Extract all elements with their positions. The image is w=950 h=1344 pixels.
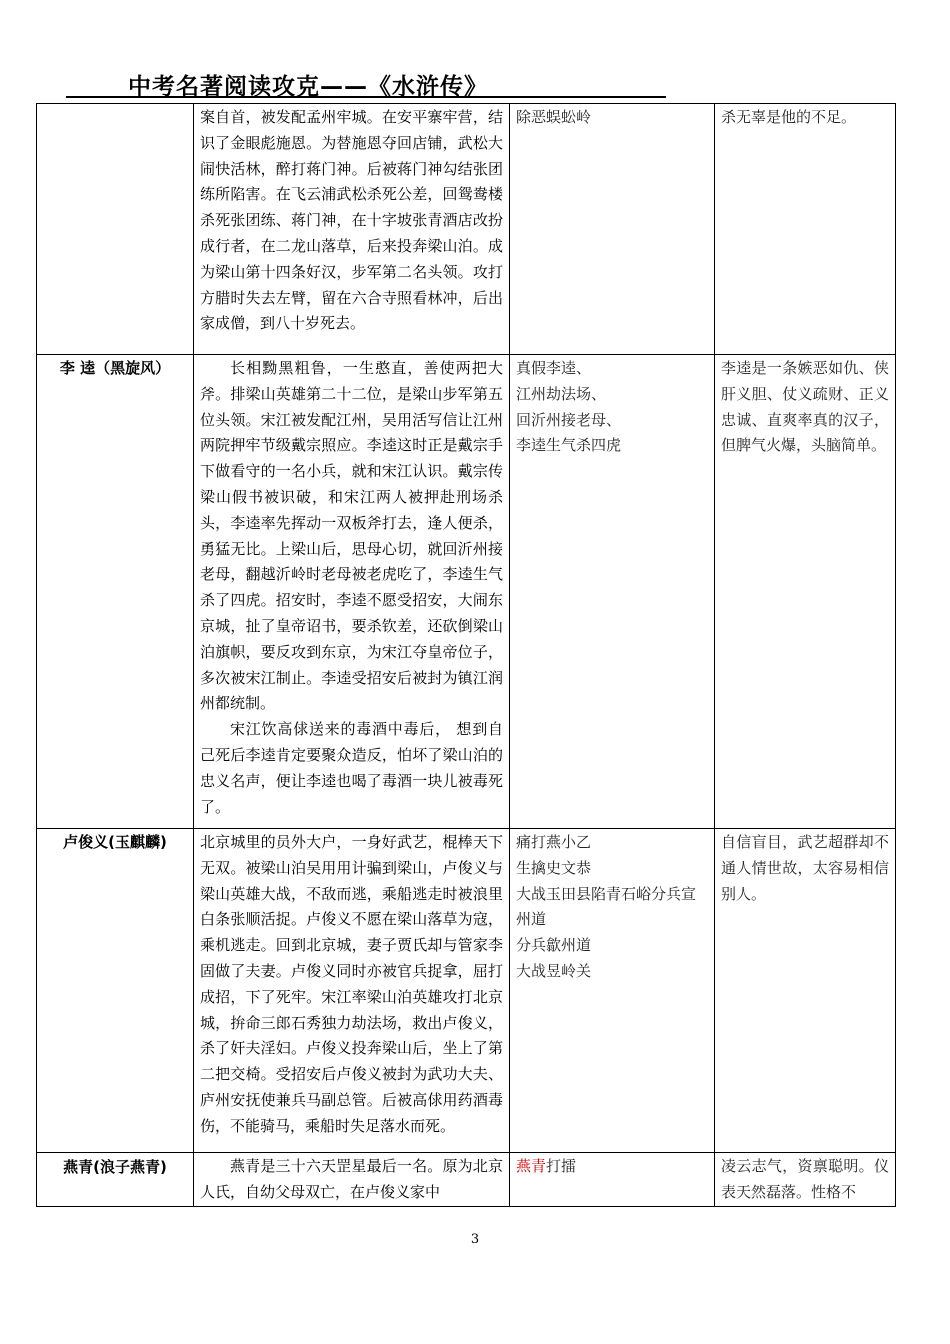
event-item: 李逵生气杀四虎 [516,436,622,455]
evaluation-cell [715,355,896,829]
story-paragraph: 长相黝黑粗鲁，一生憨直，善使两把大斧。排梁山英雄第二十二位，是梁山步军第五位头领。宋江被发配江州，吴用活写信让江州两院押牢节级戴宗照应。李逵这时正是戴宗手下做看守的一名小兵，就和宋江认识。戴宗传梁山假书被识破，和宋江两人被押赴刑场杀头，李逵率先挥动一双板斧打去，逢人便杀，勇猛无比。上梁山后，思母心切，就回沂州接老母，翻越沂岭时老母被老虎吃了，李逵生气杀了四虎。招安时，李逵不愿受招安，大闹东京城，扯了皇帝诏书，要杀钦差，还砍倒梁山泊旗帜，要反攻到东京，为宋江夺皇帝位子，多次被宋江制止。李逵受招安后被封为镇江润州都统制。 [200,359,503,713]
table-row [37,104,896,355]
event-item: 打擂 [546,1157,577,1175]
event-item: 真假李逵、 [516,359,592,377]
event-item: 痛打燕小乙 [516,833,592,851]
evaluation-cell [715,829,896,1153]
event-item: 除恶蜈蚣岭 [516,108,592,126]
event-highlight: 燕青 [516,1157,547,1175]
character-name-cell: 燕青(浪子燕青) [37,1153,194,1207]
story-paragraph: 宋江饮高俅送来的毒酒中毒后， 想到自己死后李逵肯定要聚众造反，怕坏了梁山泊的忠义名声，便让李逵也喝了毒酒一块儿被毒死了。 [200,720,503,816]
evaluation-cell [715,1153,896,1207]
evaluation-text: 杀无辜是他的不足。 [721,108,857,126]
table-row [37,1153,896,1207]
page-header [66,66,666,98]
page-title: 中考名著阅读攻克——《水浒传》 [128,74,488,100]
character-name-cell [37,104,194,355]
page-number: 3 [470,1232,480,1247]
story-cell [194,355,510,829]
events-cell [510,1153,715,1207]
story-paragraph: 北京城里的员外大户，一身好武艺，棍棒天下无双。被梁山泊吴用用计骗到梁山，卢俊义与梁山英雄大战，不敌而逃，乘船逃走时被浪里白条张顺活捉。卢俊义不愿在梁山落草为寇，乘机逃走。回到北京城，妻子贾氏却与管家李固做了夫妻。卢俊义同时亦被官兵捉拿，屈打成招，下了死牢。宋江率梁山泊英雄攻打北京城，拚命三郎石秀独力劫法场，救出卢俊义，杀了奸夫淫妇。卢俊义投奔梁山后，坐上了第二把交椅。受招安后卢俊义被封为武功大夫、庐州安抚使兼兵马副总管。后被高俅用药酒毒伤，不能骑马，乘船时失足落水而死。 [200,833,503,1135]
character-name-cell: 卢俊义(玉麒麟) [37,829,194,1153]
event-item: 江州劫法场、 [516,384,607,403]
events-cell [510,355,715,829]
story-cell [194,829,510,1153]
table-row [37,829,896,1153]
story-cell [194,104,510,355]
character-table [36,103,896,1207]
event-item: 生擒史文恭 [516,858,592,877]
evaluation-text: 凌云志气，资禀聪明。仪表天然磊落。性格不 [721,1157,889,1201]
events-cell [510,829,715,1153]
evaluation-cell [715,104,896,355]
event-item: 回沂州接老母、 [516,410,622,429]
evaluation-text: 李逵是一条嫉恶如仇、侠肝义胆、仗义疏财、正义忠诚、直爽率真的汉子，但脾气火爆，头脑简单。 [721,359,889,455]
character-name-cell: 李 逵（黑旋风） [37,355,194,829]
event-item: 分兵歙州道 [516,936,592,955]
story-paragraph: 燕青是三十六天罡星最后一名。原为北京人氏，自幼父母双亡，在卢俊义家中 [200,1157,503,1201]
events-cell [510,104,715,355]
story-paragraph: 案自首，被发配孟州牢城。在安平寨牢营，结识了金眼彪施恩。为替施恩夺回店铺，武松大闹快活林，醉打蒋门神。后被蒋门神勾结张团练所陷害。在飞云浦武松杀死公差，回鸳鸯楼杀死张团练、蒋门神，在十字坡张青酒店改扮成行者，在二龙山落草，后来投奔梁山泊。成为梁山第十四条好汉，步军第二名头领。攻打方腊时失去左臂，留在六合寺照看林冲，后出家成僧，到八十岁死去。 [200,108,503,333]
event-item: 大战昱岭关 [516,961,592,980]
story-cell [194,1153,510,1207]
evaluation-text: 自信盲目，武艺超群却不通人情世故，太容易相信别人。 [721,833,889,903]
event-item: 大战玉田县陷青石峪分兵宣州道 [516,884,697,929]
table-row [37,355,896,829]
